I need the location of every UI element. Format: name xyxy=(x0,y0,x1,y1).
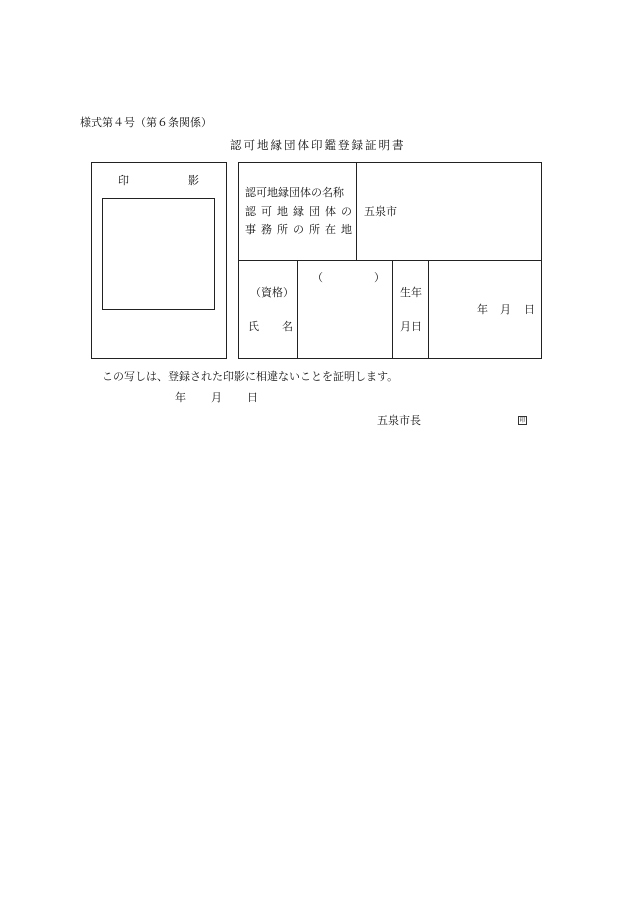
birth-month: 月 xyxy=(500,303,511,316)
issue-year: 年 xyxy=(175,391,186,404)
representative-label-left: 氏 xyxy=(248,320,259,333)
certification-text: この写しは、登録された印影に相違ないことを証明します。 xyxy=(102,370,399,383)
org-name-label: 認可地縁団体の名称 xyxy=(245,186,344,199)
table-divider-v3 xyxy=(392,260,393,359)
table-divider-v2 xyxy=(297,260,298,359)
seal-impression-box xyxy=(102,198,215,310)
seal-label-right: 影 xyxy=(188,174,199,187)
form-number: 様式第４号（第６条関係） xyxy=(80,116,212,129)
paren-right: ） xyxy=(374,271,385,284)
paren-left: （ xyxy=(312,271,323,284)
office-value: 五泉市 xyxy=(364,205,397,218)
table-divider-v4 xyxy=(428,260,429,359)
mayor-title: 五泉市長 xyxy=(377,414,421,427)
seal-label-left: 印 xyxy=(118,174,129,187)
birth-year: 年 xyxy=(477,303,488,316)
birth-label-line2: 月日 xyxy=(400,320,422,333)
qualification-label: （資格） xyxy=(250,286,294,299)
office-label-line1: 認可地縁団体の xyxy=(245,205,357,218)
table-divider-h1 xyxy=(238,260,542,261)
representative-label-right: 名 xyxy=(282,320,293,333)
office-label-line2: 事務所の所在地 xyxy=(245,223,357,236)
document-title: 認可地縁団体印鑑登録証明書 xyxy=(230,138,406,152)
birth-day: 日 xyxy=(524,303,535,316)
issue-day: 日 xyxy=(247,391,258,404)
seal-mark-icon: 印 xyxy=(519,417,526,424)
birth-label-line1: 生年 xyxy=(400,286,422,299)
issue-month: 月 xyxy=(211,391,222,404)
